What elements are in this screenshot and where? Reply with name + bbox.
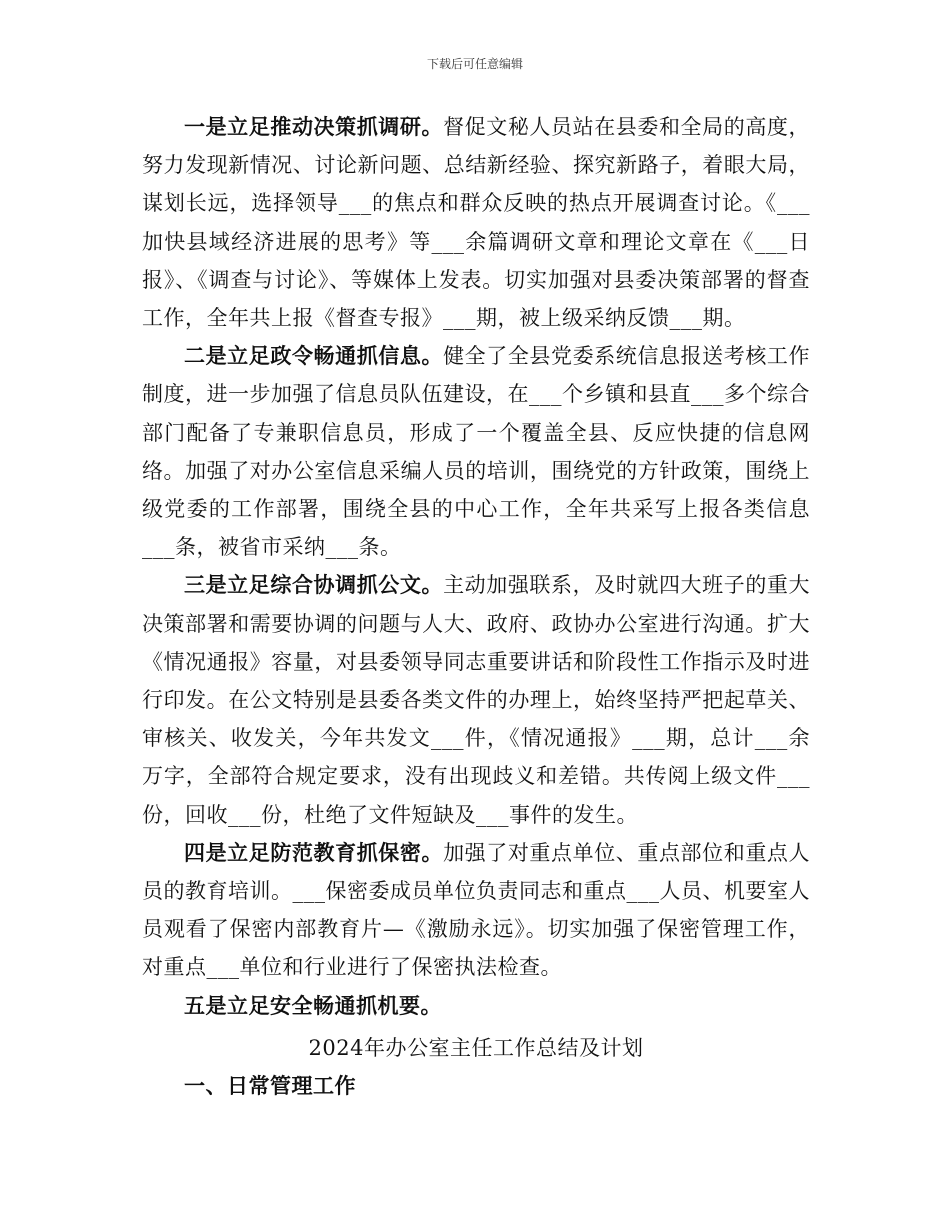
paragraph-text: 督促文秘人员站在县委和全局的高度，努力发现新情况、讨论新问题、总结新经验、探究新路子，着眼大局，谋划长远，选择领导___的焦点和群众反映的热点开展调查讨论。《___加快县域经济进展的思考》等___余篇调研文章和理论文章在《___日报》、《调查与讨论》、等媒体上发表。切实加强对县委决策部署的督查工作，全年共上报《督查专报》___期，被上级采纳反馈___期。	[142, 115, 811, 331]
paragraph-text: 加强了对重点单位、重点部位和重点人员的教育培训。___保密委成员单位负责同志和重点___人员、机要室人员观看了保密内部教育片—《激励永远》。切实加强了保密管理工作，对重点___单位和行业进行了保密执法检查。	[142, 840, 811, 980]
paragraph-lead: 二是立足政令畅通抓信息。	[184, 343, 444, 369]
paragraph-information	[142, 337, 810, 566]
section-title: 2024年办公室主任工作总结及计划	[308, 1035, 644, 1060]
paragraph-text: 主动加强联系，及时就四大班子的重大决策部署和需要协调的问题与人大、政府、政协办公室进行沟通。扩大《情况通报》容量，对县委领导同志重要讲话和阶段性工作指示及时进行印发。在公文特别是县委各类文件的办理上，始终坚持严把起草关、审核关、收发关，今年共发文___件，《情况通报》___期，总计___余万字，全部符合规定要求，没有出现歧义和差错。共传阅上级文件___份，回收___份，杜绝了文件短缺及___事件的发生。	[142, 573, 811, 827]
paragraph-text: 健全了全县党委系统信息报送考核工作制度，进一步加强了信息员队伍建设，在___个乡镇和县直___多个综合部门配备了专兼职信息员，形成了一个覆盖全县、反应快捷的信息网络。加强了对办公室信息采编人员的培训，围绕党的方针政策，围绕上级党委的工作部署，围绕全县的中心工作，全年共采写上报各类信息___条，被省市采纳___条。	[142, 344, 811, 560]
paragraph-documents	[142, 566, 810, 833]
paragraph-lead: 一是立足推动决策抓调研。	[184, 114, 444, 139]
paragraph-lead: 四是立足防范教育抓保密。	[184, 839, 444, 865]
paragraph-research	[142, 108, 810, 337]
section-heading: 一、日常管理工作	[184, 1073, 356, 1099]
paragraph-lead: 三是立足综合协调抓公文。	[184, 572, 444, 598]
page-header-note: 下载后可任意编辑	[426, 57, 523, 71]
paragraph-confidentiality	[142, 834, 810, 987]
paragraph-lead: 五是立足安全畅通抓机要。	[184, 992, 442, 1018]
paragraph-confidential-communications	[142, 987, 810, 1025]
document-body	[142, 108, 810, 1105]
